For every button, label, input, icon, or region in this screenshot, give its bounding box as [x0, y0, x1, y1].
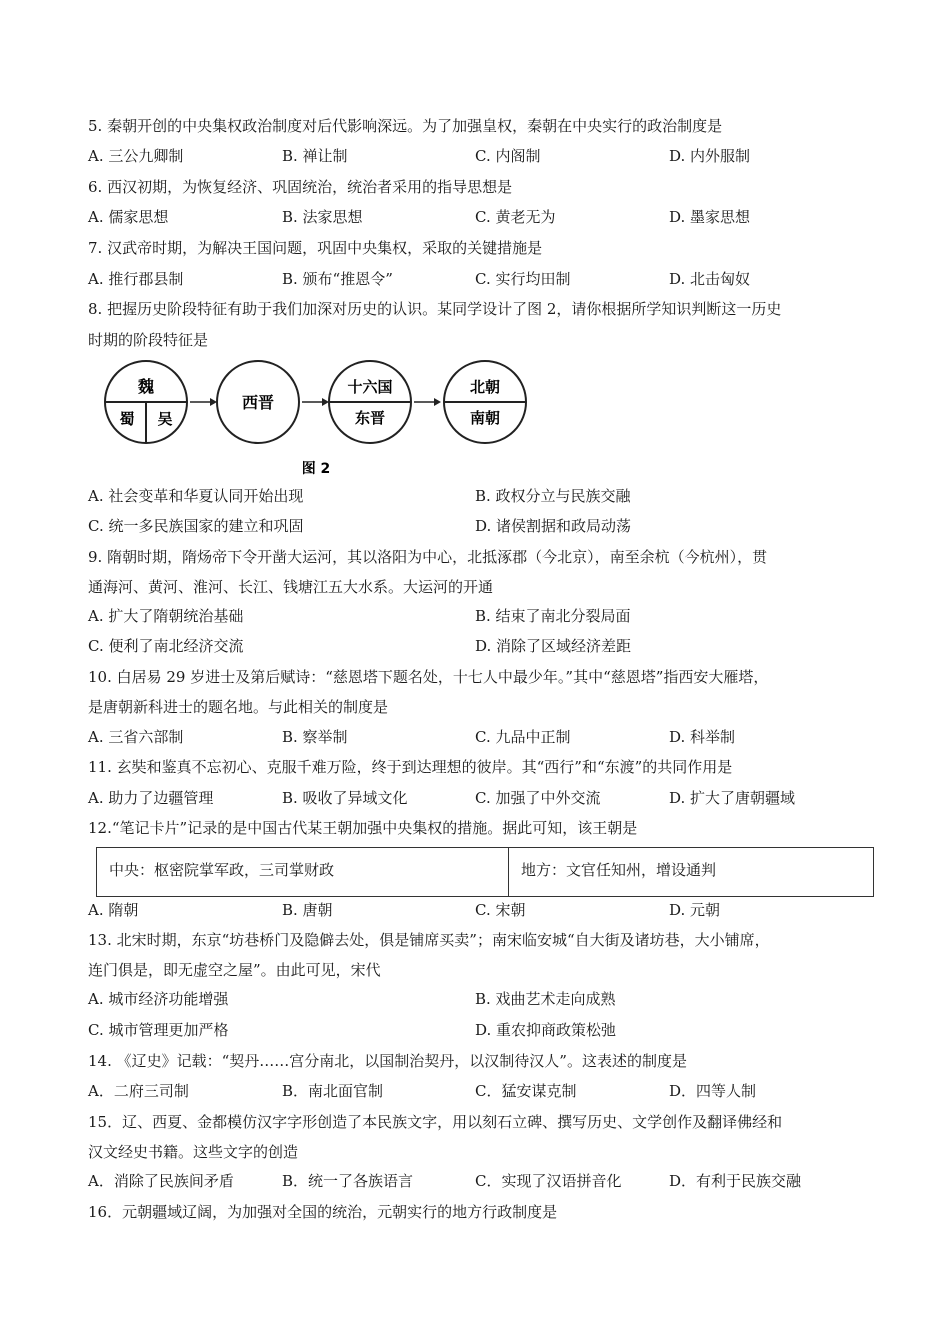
option-b: B．统一了各族语言 — [282, 1172, 414, 1190]
option-row — [88, 1081, 868, 1101]
label-dongjin: 东晋 — [354, 409, 386, 427]
option-b: B. 法家思想 — [282, 208, 363, 226]
option-d: D. 扩大了唐朝疆域 — [669, 789, 796, 807]
card-local: 地方：文官任知州，增设通判 — [521, 861, 717, 879]
option-c: C. 统一多民族国家的建立和巩固 — [88, 517, 304, 535]
option-row — [88, 146, 868, 166]
question-stem: 9. 隋朝时期，隋炀帝下令开凿大运河，其以洛阳为中心，北抵涿郡（今北京），南至余杭（今杭州），贯 — [88, 548, 768, 566]
option-d: D. 墨家思想 — [669, 208, 751, 226]
option-c: C. 实行均田制 — [475, 270, 571, 288]
question-stem: 8. 把握历史阶段特征有助于我们加深对历史的认识。某同学设计了图 2，请你根据所学知识判断这一历史 — [88, 300, 782, 318]
option-d: D．四等人制 — [669, 1082, 757, 1100]
option-row — [88, 207, 868, 227]
option-row — [88, 989, 868, 1009]
option-d: D. 内外服制 — [669, 147, 751, 165]
option-row — [88, 516, 868, 536]
option-d: D. 北击匈奴 — [669, 270, 751, 288]
option-a: A. 城市经济功能增强 — [88, 990, 229, 1008]
label-shiliuguo: 十六国 — [347, 378, 393, 396]
question-stem: 5. 秦朝开创的中央集权政治制度对后代影响深远。为了加强皇权，秦朝在中央实行的政治制度是 — [88, 117, 723, 135]
option-a: A. 扩大了隋朝统治基础 — [88, 607, 244, 625]
option-a: A. 隋朝 — [88, 901, 139, 919]
question-stem-cont: 时期的阶段特征是 — [88, 331, 209, 349]
label-xijin: 西晋 — [241, 393, 275, 412]
question-stem: 6. 西汉初期，为恢复经济、巩固统治，统治者采用的指导思想是 — [88, 178, 513, 196]
option-a: A．二府三司制 — [88, 1082, 189, 1100]
option-c: C. 加强了中外交流 — [475, 789, 601, 807]
option-b: B．南北面官制 — [282, 1082, 384, 1100]
option-a: A. 社会变革和华夏认同开始出现 — [88, 487, 304, 505]
option-c: C. 城市管理更加严格 — [88, 1021, 229, 1039]
option-row — [88, 788, 868, 808]
option-b: B. 结束了南北分裂局面 — [475, 607, 631, 625]
label-nanchao: 南朝 — [469, 409, 501, 427]
question-stem: 13. 北宋时期，东京“坊巷桥门及隐僻去处，俱是铺席买卖”；南宋临安城“自大街及诸坊巷，大小铺席， — [88, 931, 770, 949]
question-stem: 15．辽、西夏、金都模仿汉字字形创造了本民族文字，用以刻石立碑、撰写历史、文学创作及翻译佛经和 — [88, 1113, 783, 1131]
label-wei: 魏 — [137, 377, 155, 396]
label-beichao: 北朝 — [469, 378, 501, 396]
question-stem-cont: 连门俱是，即无虚空之屋”。由此可见，宋代 — [88, 961, 381, 979]
question-stem-cont: 是唐朝新科进士的题名地。与此相关的制度是 — [88, 698, 389, 716]
question-stem: 16．元朝疆域辽阔，为加强对全国的统治，元朝实行的地方行政制度是 — [88, 1203, 558, 1221]
option-row — [88, 900, 868, 920]
label-shu: 蜀 — [119, 410, 135, 428]
option-c: C. 便利了南北经济交流 — [88, 637, 244, 655]
question-stem-cont: 汉文经史书籍。这些文字的创造 — [88, 1143, 299, 1161]
card-divider — [508, 848, 509, 896]
option-row — [88, 1171, 868, 1191]
option-c: C. 黄老无为 — [475, 208, 556, 226]
option-c: C．实现了汉语拼音化 — [475, 1172, 622, 1190]
option-a: A. 三省六部制 — [88, 728, 184, 746]
option-d: D. 重农抑商政策松弛 — [475, 1021, 617, 1039]
figure-2-diagram — [98, 360, 538, 485]
option-b: B. 唐朝 — [282, 901, 333, 919]
option-d: D. 诸侯割据和政局动荡 — [475, 517, 632, 535]
figure-caption: 图 2 — [301, 461, 331, 477]
option-d: D. 科举制 — [669, 728, 736, 746]
option-d: D. 消除了区域经济差距 — [475, 637, 632, 655]
option-a: A. 三公九卿制 — [88, 147, 184, 165]
option-a: A. 儒家思想 — [88, 208, 169, 226]
arrow-icon — [434, 398, 441, 406]
option-b: B. 察举制 — [282, 728, 348, 746]
option-a: A．消除了民族间矛盾 — [88, 1172, 234, 1190]
option-d: D. 元朝 — [669, 901, 721, 919]
option-c: C. 宋朝 — [475, 901, 526, 919]
option-b: B. 颁布“推恩令” — [282, 270, 393, 288]
option-row — [88, 269, 868, 289]
option-row — [88, 486, 868, 506]
question-stem: 10. 白居易 29 岁进士及第后赋诗：“慈恩塔下题名处，十七人中最少年。”其中“慈恩塔”指西安大雁塔， — [88, 668, 769, 686]
option-row — [88, 727, 868, 747]
option-d: D．有利于民族交融 — [669, 1172, 802, 1190]
question-stem: 12.“笔记卡片”记录的是中国古代某王朝加强中央集权的措施。据此可知，该王朝是 — [88, 819, 638, 837]
label-wu: 吴 — [157, 410, 173, 428]
card-central: 中央：枢密院掌军政，三司掌财政 — [109, 861, 335, 879]
option-c: C. 九品中正制 — [475, 728, 571, 746]
option-c: C．猛安谋克制 — [475, 1082, 577, 1100]
option-b: B. 戏曲艺术走向成熟 — [475, 990, 616, 1008]
option-row — [88, 1020, 868, 1040]
option-a: A. 助力了边疆管理 — [88, 789, 214, 807]
question-stem-cont: 通海河、黄河、淮河、长江、钱塘江五大水系。大运河的开通 — [88, 578, 494, 596]
option-row — [88, 636, 868, 656]
option-c: C. 内阁制 — [475, 147, 541, 165]
question-stem: 14. 《辽史》记载：“契丹……宫分南北，以国制治契丹，以汉制待汉人”。这表述的制度是 — [88, 1052, 687, 1070]
option-b: B. 吸收了异域文化 — [282, 789, 408, 807]
option-row — [88, 606, 868, 626]
note-card-table — [96, 847, 874, 897]
question-stem: 7. 汉武帝时期，为解决王国问题，巩固中央集权，采取的关键措施是 — [88, 239, 543, 257]
arrow-icon — [210, 398, 217, 406]
arrow-icon — [322, 398, 329, 406]
option-b: B. 政权分立与民族交融 — [475, 487, 631, 505]
question-stem: 11. 玄奘和鉴真不忘初心、克服千难万险，终于到达理想的彼岸。其“西行”和“东渡”的共同作用是 — [88, 758, 733, 776]
option-b: B. 禅让制 — [282, 147, 348, 165]
option-a: A. 推行郡县制 — [88, 270, 184, 288]
